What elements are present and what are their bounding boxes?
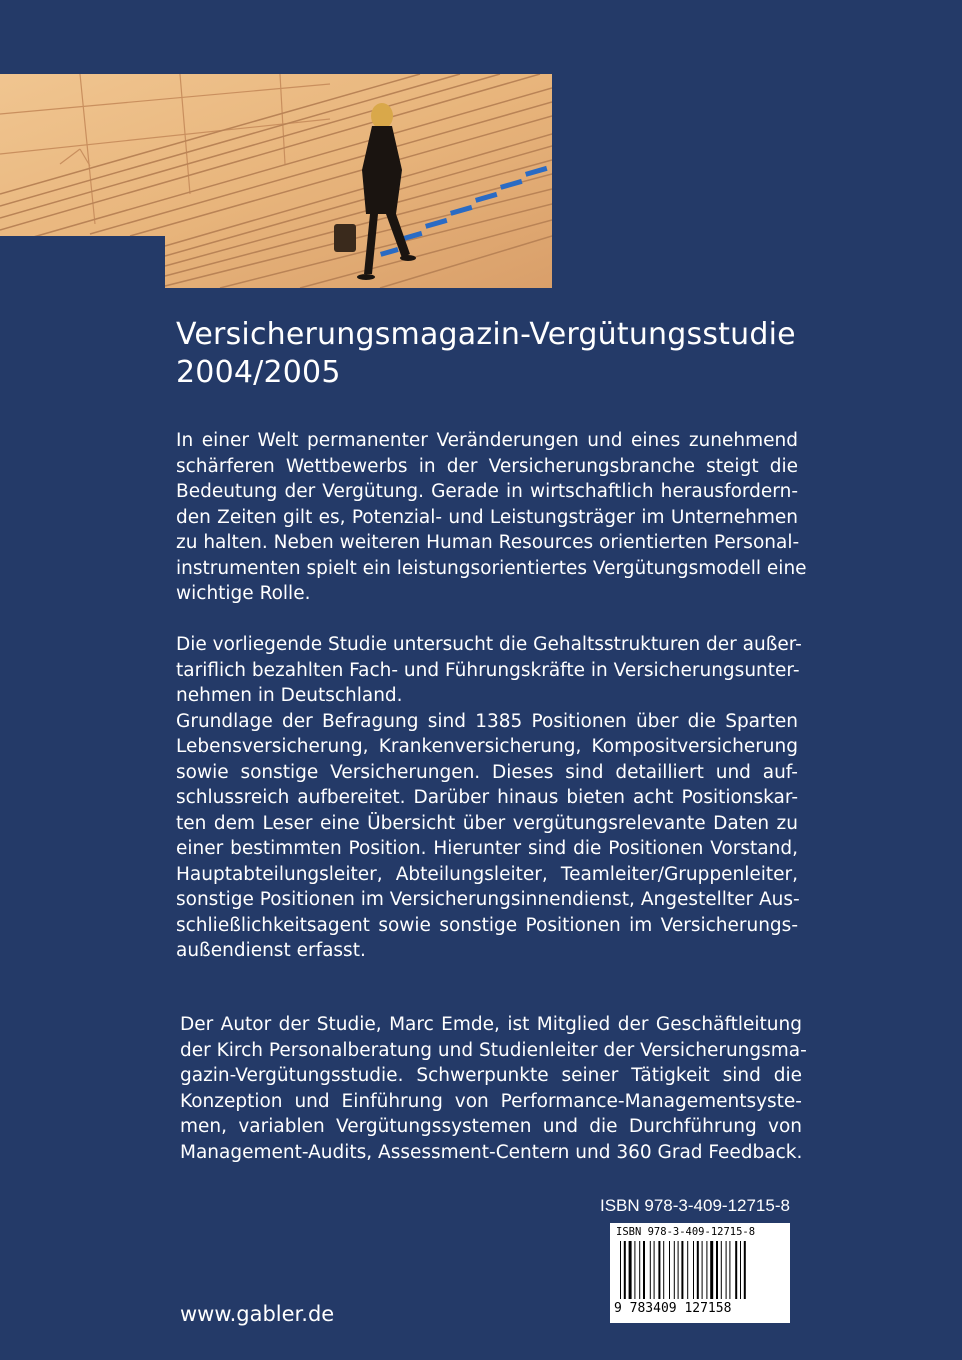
staircase-photo-illustration	[0, 74, 552, 288]
intro-paragraph	[176, 428, 807, 607]
text-line: der Kirch Personalberatung und Studienleiter der Versicherungsma-	[180, 1039, 807, 1061]
barcode-bar	[697, 1241, 699, 1299]
barcode-bar	[639, 1241, 640, 1299]
text-line: Lebensversicherung, Krankenversicherung, Kompositversicherung	[176, 736, 798, 757]
text-line: In einer Welt permanenter Veränderungen und eines zunehmend	[176, 430, 798, 451]
text-line: men, variablen Vergütungssystemen und die Durchführung von	[180, 1116, 802, 1137]
text-line: den Zeiten gilt es, Potenzial- und Leistungsträger im Unternehmen	[176, 506, 798, 528]
barcode-bar	[634, 1241, 635, 1299]
text-line: schlussreich aufbereitet. Darüber hinaus bieten acht Positionskar-	[176, 787, 798, 808]
text-line: sonstige Positionen im Versicherungsinnendienst, Angestellter Aus-	[176, 889, 800, 910]
text-line: ten dem Leser eine Übersicht über vergütungsrelevante Daten zu	[176, 812, 798, 834]
barcode-bar	[678, 1241, 679, 1299]
barcode-isbn-text: ISBN 978-3-409-12715-8	[616, 1226, 756, 1238]
barcode-bar	[726, 1241, 727, 1299]
text-line: zu halten. Neben weiteren Human Resources orientierten Personal-	[176, 532, 800, 553]
text-line: einer bestimmten Position. Hierunter sind die Positionen Vorstand,	[176, 838, 798, 859]
barcode-bar	[702, 1241, 703, 1299]
text-line: Grundlage der Befragung sind 1385 Positionen über die Sparten	[176, 710, 798, 732]
isbn-barcode	[610, 1223, 790, 1323]
title-line-1: Versicherungsmagazin-Vergütungsstudie	[176, 317, 796, 352]
text-line: Management-Audits, Assessment-Centern und 360 Grad Feedback.	[180, 1141, 803, 1163]
barcode-bar	[650, 1241, 651, 1299]
barcode-bar	[674, 1241, 675, 1299]
text-line: Hauptabteilungsleiter, Abteilungsleiter, Teamleiter/Gruppenleiter,	[176, 863, 798, 885]
title-line-2: 2004/2005	[176, 355, 341, 390]
study-paragraph	[176, 632, 802, 964]
text-line: schärferen Wettbewerbs in der Versicherungsbranche steigt die	[176, 455, 798, 477]
barcode-bar	[744, 1241, 746, 1299]
text-line: nehmen in Deutschland.	[176, 685, 403, 706]
isbn-label: ISBN 978-3-409-12715-8	[600, 1196, 790, 1215]
barcode-bar	[643, 1241, 645, 1299]
barcode-bar	[654, 1241, 655, 1299]
text-line: tariflich bezahlten Fach- und Führungskräfte in Versicherungsunter-	[176, 659, 800, 681]
barcode-bar	[669, 1241, 670, 1299]
barcode-bar	[721, 1241, 722, 1299]
barcode-bar	[706, 1241, 707, 1299]
barcode-bar	[693, 1241, 694, 1299]
barcode-bar	[729, 1241, 730, 1299]
barcode-bar	[710, 1241, 713, 1299]
barcode-bar	[740, 1241, 741, 1299]
book-title	[176, 316, 836, 392]
text-line: Bedeutung der Vergütung. Gerade in wirtschaftlich herausfordern-	[176, 481, 798, 502]
barcode-bar	[620, 1241, 621, 1299]
text-line: wichtige Rolle.	[176, 583, 311, 604]
text-line: schließlichkeitsagent sowie sonstige Positionen im Versicherungs-	[176, 914, 798, 936]
barcode-bar	[681, 1241, 683, 1299]
barcode-bar	[629, 1241, 632, 1299]
barcode-bar	[658, 1241, 660, 1299]
barcode-bar	[735, 1241, 737, 1299]
publisher-website: www.gabler.de	[180, 1302, 335, 1326]
barcode-bar	[716, 1241, 718, 1299]
text-line: außendienst erfasst.	[176, 940, 366, 961]
barcode-bar	[663, 1241, 664, 1299]
text-line: Die vorliegende Studie untersucht die Gehaltsstrukturen der außer-	[176, 634, 802, 655]
barcode-number: 9 783409 127158	[614, 1301, 732, 1316]
text-line: sowie sonstige Versicherungen. Dieses sind detailliert und auf-	[176, 761, 798, 783]
author-paragraph	[180, 1012, 807, 1165]
cover-photo-staircase	[0, 74, 552, 288]
text-line: Der Autor der Studie, Marc Emde, ist Mitglied der Geschäftleitung	[180, 1014, 802, 1035]
barcode-bar	[687, 1241, 688, 1299]
barcode-bar	[624, 1241, 626, 1299]
barcode-bars	[616, 1241, 784, 1301]
text-line: Konzeption und Einführung von Performance-Managementsyste-	[180, 1090, 802, 1112]
text-line: gazin-Vergütungsstudie. Schwerpunkte seiner Tätigkeit sind die	[180, 1065, 802, 1086]
text-line: instrumenten spielt ein leistungsorientiertes Vergütungsmodell eine	[176, 557, 807, 579]
